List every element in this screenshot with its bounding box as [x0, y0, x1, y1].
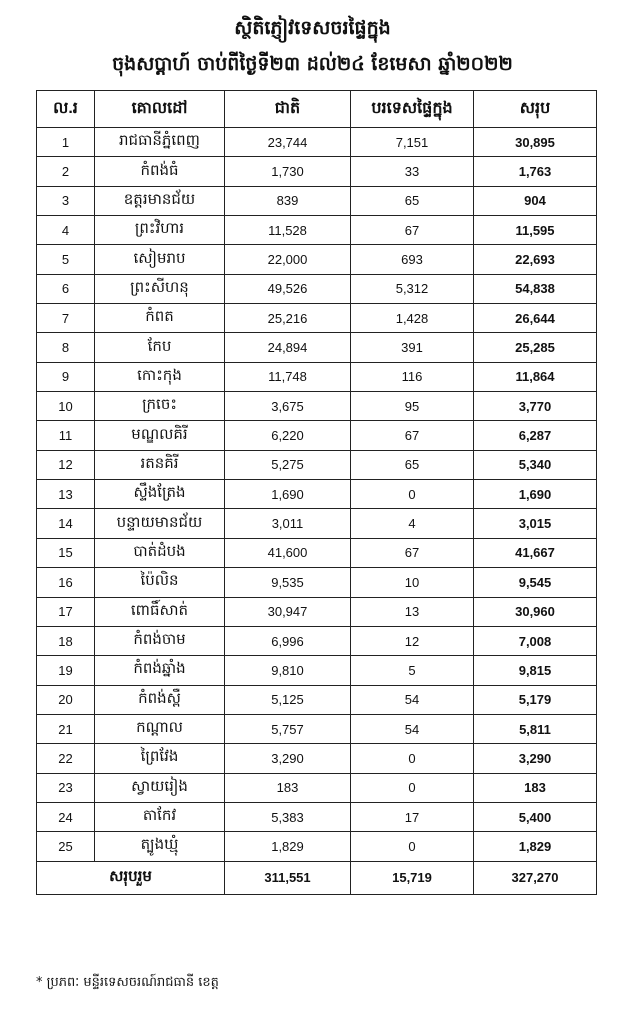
row-foreign: 7,151 [351, 128, 474, 157]
row-foreign: 0 [351, 480, 474, 509]
row-number: 19 [37, 656, 95, 685]
row-foreign: 17 [351, 802, 474, 831]
row-national: 11,748 [225, 362, 351, 391]
row-foreign: 95 [351, 392, 474, 421]
row-province: កំពង់ចាម [95, 626, 225, 655]
row-number: 9 [37, 362, 95, 391]
table-row [37, 392, 597, 421]
page-subtitle: ចុងសប្តាហ៍ ចាប់ពីថ្ងៃទី២៣ ដល់២៤ ខែមេសា ឆ្នាំ២០២២ [112, 53, 513, 75]
row-province: ព្រៃវែង [95, 744, 225, 773]
grand-total-label: សរុបរួម [37, 861, 225, 894]
table-row [37, 685, 597, 714]
row-national: 3,675 [225, 392, 351, 421]
row-national: 1,829 [225, 832, 351, 861]
row-national: 5,383 [225, 802, 351, 831]
row-total: 5,340 [474, 450, 597, 479]
row-province: ព្រះសីហនុ [95, 274, 225, 303]
table-row [37, 304, 597, 333]
row-foreign: 5 [351, 656, 474, 685]
row-total: 3,290 [474, 744, 597, 773]
row-province: ត្បូងឃ្មុំ [95, 832, 225, 861]
table-row [37, 128, 597, 157]
row-foreign: 0 [351, 744, 474, 773]
row-foreign: 693 [351, 245, 474, 274]
table-row [37, 362, 597, 391]
row-province: បន្ទាយមានជ័យ [95, 509, 225, 538]
row-total: 5,179 [474, 685, 597, 714]
row-total: 7,008 [474, 626, 597, 655]
table-row [37, 802, 597, 831]
row-province: កោះកុង [95, 362, 225, 391]
table-row [37, 597, 597, 626]
table-row [37, 216, 597, 245]
row-number: 7 [37, 304, 95, 333]
row-total: 1,829 [474, 832, 597, 861]
row-national: 25,216 [225, 304, 351, 333]
header-destination: គោលដៅ [95, 91, 225, 128]
row-province: ឧត្តរមានជ័យ [95, 186, 225, 215]
row-national: 22,000 [225, 245, 351, 274]
row-national: 49,526 [225, 274, 351, 303]
row-national: 23,744 [225, 128, 351, 157]
table-row [37, 656, 597, 685]
row-national: 6,996 [225, 626, 351, 655]
row-foreign: 67 [351, 538, 474, 567]
row-province: កំពង់ស្ពឺ [95, 685, 225, 714]
row-national: 5,125 [225, 685, 351, 714]
row-foreign: 391 [351, 333, 474, 362]
row-total: 1,690 [474, 480, 597, 509]
row-number: 22 [37, 744, 95, 773]
row-total: 904 [474, 186, 597, 215]
row-number: 12 [37, 450, 95, 479]
row-province: ពោធិ៍សាត់ [95, 597, 225, 626]
row-national: 30,947 [225, 597, 351, 626]
row-province: ស្ទឹងត្រែង [95, 480, 225, 509]
table-row [37, 773, 597, 802]
row-number: 8 [37, 333, 95, 362]
row-foreign: 10 [351, 568, 474, 597]
row-national: 24,894 [225, 333, 351, 362]
grand-total-national: 311,551 [225, 861, 351, 894]
row-number: 10 [37, 392, 95, 421]
row-total: 11,864 [474, 362, 597, 391]
row-national: 41,600 [225, 538, 351, 567]
row-national: 839 [225, 186, 351, 215]
row-foreign: 1,428 [351, 304, 474, 333]
row-national: 5,275 [225, 450, 351, 479]
row-foreign: 67 [351, 216, 474, 245]
row-number: 18 [37, 626, 95, 655]
row-province: រាជធានីភ្នំពេញ [95, 128, 225, 157]
row-foreign: 4 [351, 509, 474, 538]
row-total: 183 [474, 773, 597, 802]
row-foreign: 13 [351, 597, 474, 626]
row-number: 16 [37, 568, 95, 597]
page-title: ស្ថិតិភ្ញៀវទេសចរផ្ទៃក្នុង [234, 17, 391, 39]
row-total: 11,595 [474, 216, 597, 245]
table-row [37, 568, 597, 597]
row-number: 6 [37, 274, 95, 303]
table-row [37, 538, 597, 567]
header-foreign: បរទេសផ្ទៃក្នុង [351, 91, 474, 128]
row-total: 41,667 [474, 538, 597, 567]
row-total: 5,811 [474, 714, 597, 743]
row-total: 5,400 [474, 802, 597, 831]
row-number: 1 [37, 128, 95, 157]
row-number: 21 [37, 714, 95, 743]
row-number: 17 [37, 597, 95, 626]
row-national: 183 [225, 773, 351, 802]
table-body [37, 128, 597, 862]
row-number: 13 [37, 480, 95, 509]
row-province: កំពង់ឆ្នាំង [95, 656, 225, 685]
table-row [37, 450, 597, 479]
row-national: 11,528 [225, 216, 351, 245]
row-number: 5 [37, 245, 95, 274]
row-province: មណ្ឌលគិរី [95, 421, 225, 450]
row-province: កណ្តាល [95, 714, 225, 743]
row-foreign: 12 [351, 626, 474, 655]
row-total: 22,693 [474, 245, 597, 274]
row-province: ព្រះវិហារ [95, 216, 225, 245]
header-total: សរុប [474, 91, 597, 128]
row-province: កែប [95, 333, 225, 362]
row-total: 6,287 [474, 421, 597, 450]
row-foreign: 116 [351, 362, 474, 391]
row-total: 9,815 [474, 656, 597, 685]
row-number: 15 [37, 538, 95, 567]
row-national: 1,730 [225, 157, 351, 186]
table-row [37, 186, 597, 215]
row-number: 24 [37, 802, 95, 831]
row-foreign: 5,312 [351, 274, 474, 303]
row-province: កំពត [95, 304, 225, 333]
row-number: 11 [37, 421, 95, 450]
table-row [37, 480, 597, 509]
table-row [37, 333, 597, 362]
row-province: បាត់ដំបង [95, 538, 225, 567]
table-row [37, 626, 597, 655]
row-province: ក្រចេះ [95, 392, 225, 421]
row-province: ប៉ៃលិន [95, 568, 225, 597]
row-total: 3,015 [474, 509, 597, 538]
table-row [37, 744, 597, 773]
row-foreign: 65 [351, 450, 474, 479]
row-number: 3 [37, 186, 95, 215]
row-national: 9,810 [225, 656, 351, 685]
row-national: 1,690 [225, 480, 351, 509]
grand-total-foreign: 15,719 [351, 861, 474, 894]
header-number: ល.រ [37, 91, 95, 128]
row-total: 30,895 [474, 128, 597, 157]
table-row [37, 245, 597, 274]
row-total: 54,838 [474, 274, 597, 303]
row-total: 3,770 [474, 392, 597, 421]
row-foreign: 65 [351, 186, 474, 215]
row-number: 20 [37, 685, 95, 714]
row-total: 1,763 [474, 157, 597, 186]
row-number: 4 [37, 216, 95, 245]
row-province: រតនគិរី [95, 450, 225, 479]
row-total: 9,545 [474, 568, 597, 597]
row-total: 25,285 [474, 333, 597, 362]
table-row [37, 421, 597, 450]
row-total: 26,644 [474, 304, 597, 333]
row-number: 2 [37, 157, 95, 186]
grand-total-row [37, 861, 597, 894]
row-national: 3,290 [225, 744, 351, 773]
row-province: តាកែវ [95, 802, 225, 831]
row-total: 30,960 [474, 597, 597, 626]
source-footnote: * ប្រភពៈ មន្ទីរទេសចរណ៍រាជធានី ខេត្ត [36, 975, 219, 990]
row-foreign: 67 [351, 421, 474, 450]
row-province: ស្វាយរៀង [95, 773, 225, 802]
row-national: 3,011 [225, 509, 351, 538]
row-province: សៀមរាប [95, 245, 225, 274]
table-row [37, 274, 597, 303]
row-number: 14 [37, 509, 95, 538]
grand-total-total: 327,270 [474, 861, 597, 894]
table-row [37, 714, 597, 743]
row-foreign: 0 [351, 832, 474, 861]
row-foreign: 0 [351, 773, 474, 802]
row-foreign: 33 [351, 157, 474, 186]
row-foreign: 54 [351, 685, 474, 714]
row-national: 5,757 [225, 714, 351, 743]
table-row [37, 509, 597, 538]
row-national: 6,220 [225, 421, 351, 450]
table-row [37, 832, 597, 861]
tourist-statistics-table [36, 90, 597, 895]
table-header-row [37, 91, 597, 128]
table-row [37, 157, 597, 186]
row-number: 23 [37, 773, 95, 802]
header-national: ជាតិ [225, 91, 351, 128]
row-number: 25 [37, 832, 95, 861]
row-province: កំពង់ធំ [95, 157, 225, 186]
row-foreign: 54 [351, 714, 474, 743]
row-national: 9,535 [225, 568, 351, 597]
